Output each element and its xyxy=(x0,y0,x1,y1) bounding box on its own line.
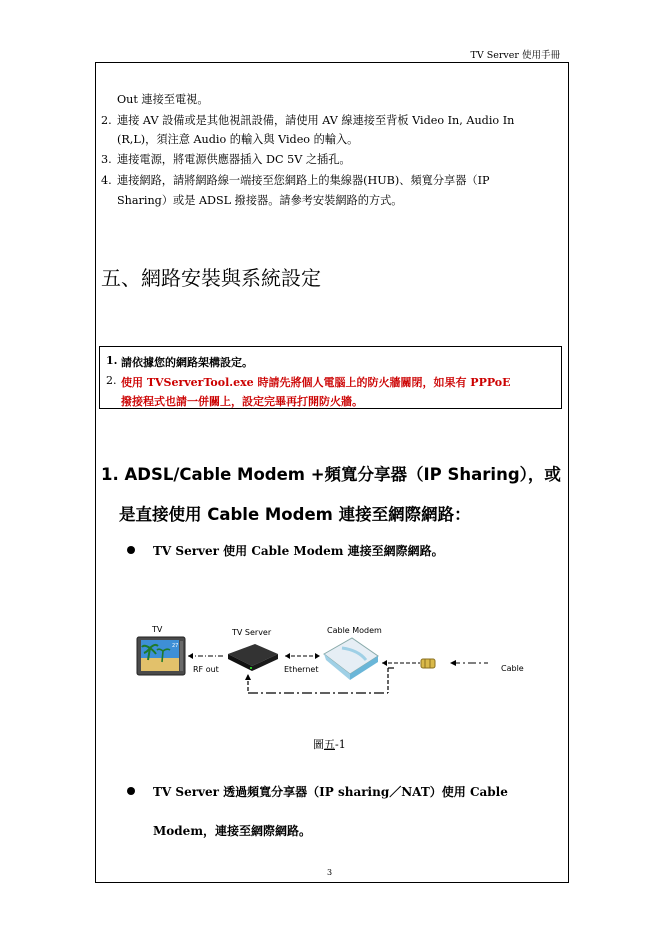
bullet-2-line-2: Modem，連接至網際網路。 xyxy=(153,824,312,838)
step-1-continuation: Out 連接至電視。 xyxy=(117,93,209,106)
bullet-1-text: TV Server 使用 Cable Modem 連接至網際網路。 xyxy=(153,544,444,558)
notice-2-line-1: 使用 TVServerTool.exe 時請先將個人電腦上的防火牆關閉，如果有 PPPoE xyxy=(121,376,511,389)
section-title: 五、網路安裝與系統設定 xyxy=(101,266,321,290)
rf-out-label: RF out xyxy=(193,665,219,674)
step-2-line-2: (R,L)，須注意 Audio 的輸入與 Video 的輸入。 xyxy=(117,133,359,146)
bullet-dot-icon xyxy=(127,787,135,795)
subsection-heading-line-2: 是直接使用 Cable Modem 連接至網際網路： xyxy=(119,505,471,524)
step-4-number: 4. xyxy=(101,174,112,187)
notice-1-number: 1. xyxy=(106,354,118,367)
bullet-2-line-1: TV Server 透過頻寬分享器（IP sharing／NAT）使用 Cable xyxy=(153,785,508,799)
step-4-line-2: Sharing）或是 ADSL 撥接器。請參考安裝網路的方式。 xyxy=(117,194,403,207)
network-diagram xyxy=(130,620,540,710)
bullet-dot-icon xyxy=(127,546,135,554)
step-3-number: 3. xyxy=(101,153,112,166)
cable-label: Cable xyxy=(501,664,524,673)
caption-prefix: 圖 xyxy=(313,738,324,751)
caption-suffix: -1 xyxy=(335,738,346,751)
cable-modem-label: Cable Modem xyxy=(327,626,382,635)
running-header: TV Server 使用手冊 xyxy=(470,50,560,61)
figure-caption xyxy=(313,736,346,752)
diagram-graphics xyxy=(130,620,540,710)
header-rule xyxy=(95,62,569,63)
caption-underlined: 五 xyxy=(324,738,335,751)
step-4-line-1: 連接網路，請將網路線一端接至您網路上的集線器(HUB)、頻寬分享器（IP xyxy=(117,174,490,187)
tv-label: TV xyxy=(152,625,163,634)
notice-2-number: 2. xyxy=(106,374,117,387)
notice-1-text: 請依據您的網路架構設定。 xyxy=(121,356,253,369)
tv-server-label: TV Server xyxy=(232,628,272,637)
subsection-heading-line-1: 1. ADSL/Cable Modem +頻寬分享器（IP Sharing），或 xyxy=(101,465,561,484)
step-2-line-1: 連接 AV 設備或是其他視訊設備，請使用 AV 線連接至背板 Video In, Audio In xyxy=(117,114,515,127)
step-2-number: 2. xyxy=(101,114,112,127)
tv-channel: 27 xyxy=(172,643,179,649)
page-number: 3 xyxy=(327,868,333,877)
notice-2-line-2: 撥接程式也請一併關上，設定完畢再打開防火牆。 xyxy=(121,395,363,408)
step-3-line-1: 連接電源，將電源供應器插入 DC 5V 之插孔。 xyxy=(117,153,351,166)
tv-icon xyxy=(137,637,185,675)
cable-modem-icon xyxy=(324,638,378,680)
ethernet-label: Ethernet xyxy=(284,665,319,674)
notice-box xyxy=(99,346,562,409)
tv-server-icon xyxy=(228,644,278,671)
coax-connector-icon xyxy=(421,659,435,668)
